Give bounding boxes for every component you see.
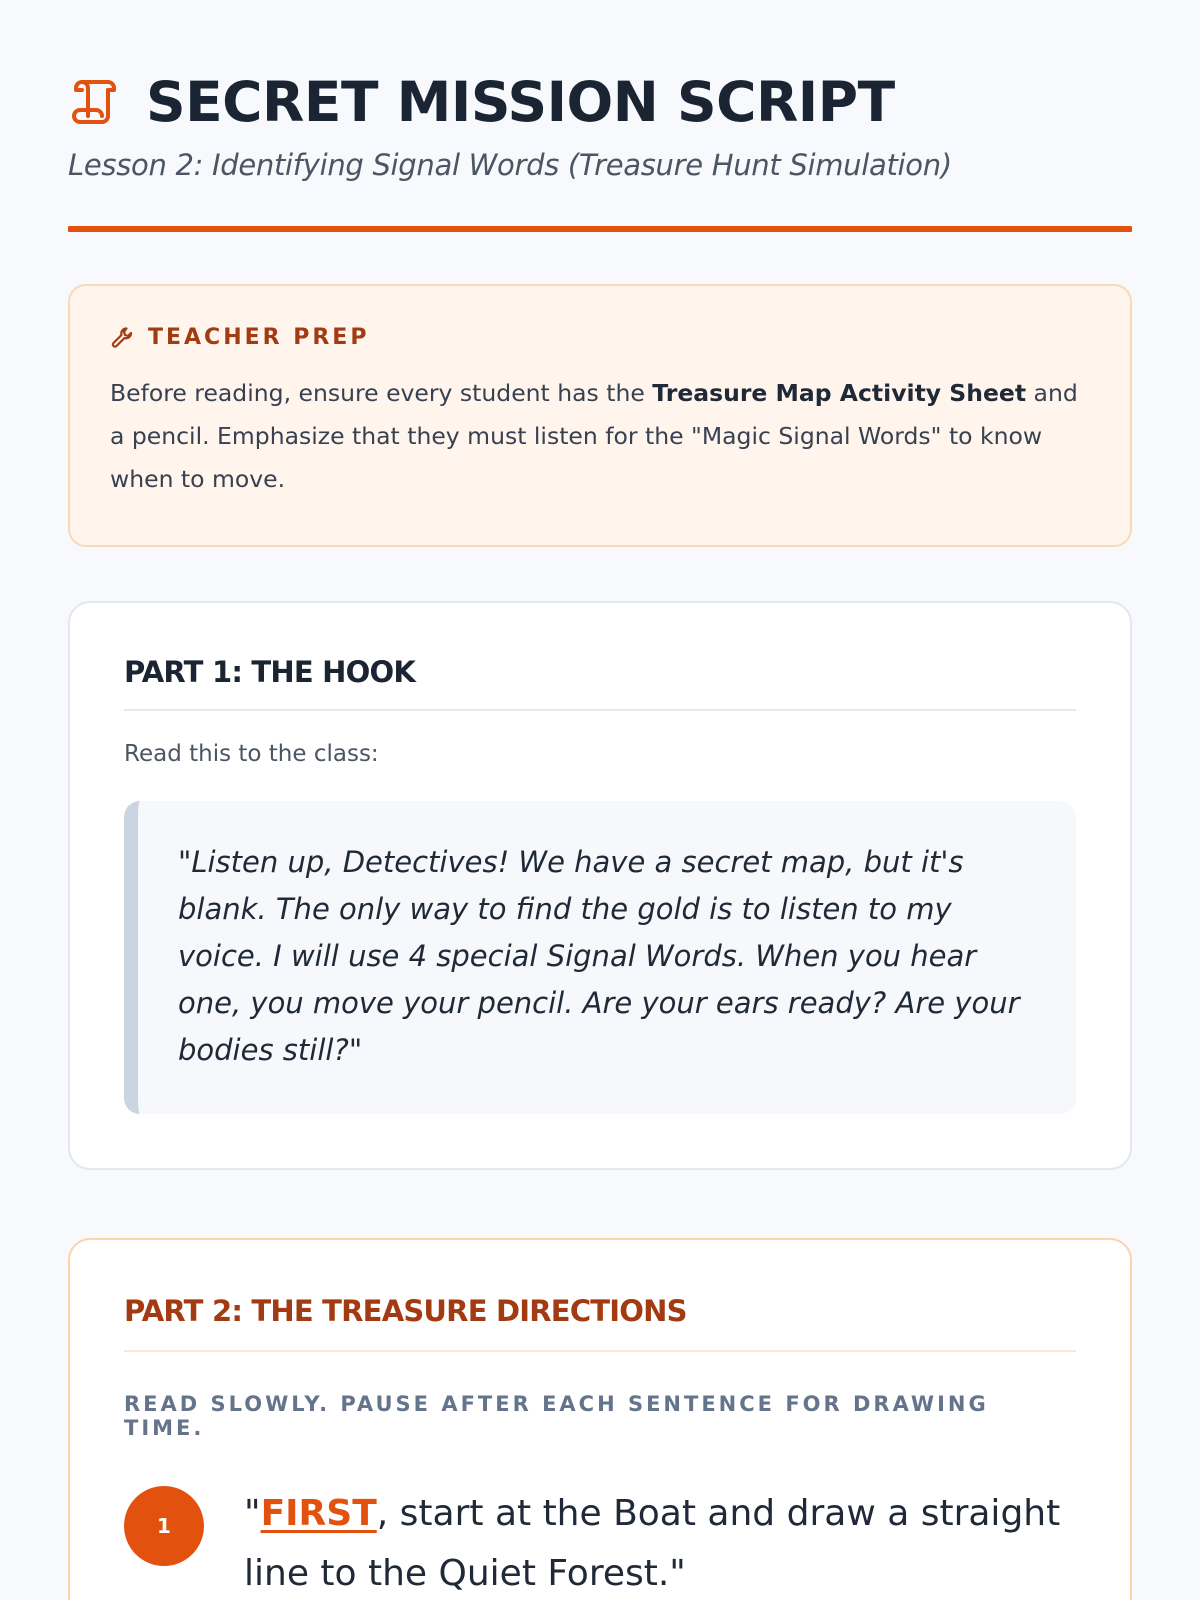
- teacher-prep-box: [68, 284, 1132, 547]
- step-text: [244, 1484, 1076, 1600]
- activity-sheet-name: Treasure Map Activity Sheet: [652, 379, 1027, 407]
- part2-card: [68, 1238, 1132, 1600]
- step-direction-text: , start at the Boat and draw a straight line to the Quiet Forest.": [244, 1493, 1061, 1594]
- teacher-prep-text: [110, 372, 1090, 501]
- hook-quote: "Listen up, Detectives! We have a secret map, but it's blank. The only way to find the gold is to listen to my voice. I will use 4 special Signal Words. When you hear one, you move your pencil. Are your ears ready? Are your bodies still?": [124, 801, 1076, 1114]
- reading-instruction: READ SLOWLY. PAUSE AFTER EACH SENTENCE FOR DRAWING TIME.: [124, 1392, 989, 1440]
- wrench-icon: [110, 324, 136, 350]
- title-row: [68, 70, 1132, 134]
- header: [68, 0, 1132, 232]
- part1-card: [68, 601, 1132, 1170]
- teacher-prep-text-start: Before reading, ensure every student has the: [110, 379, 653, 407]
- header-divider: [68, 226, 1132, 232]
- page-title: SECRET MISSION SCRIPT: [146, 70, 895, 134]
- scroll-icon: [68, 76, 120, 128]
- step-number-badge: 1: [124, 1486, 204, 1566]
- step-open-quote: ": [244, 1493, 261, 1534]
- part2-title: PART 2: THE TREASURE DIRECTIONS: [124, 1294, 1076, 1352]
- page-subtitle: Lesson 2: Identifying Signal Words (Treasure Hunt Simulation): [68, 148, 952, 182]
- teacher-prep-header: [110, 324, 1090, 350]
- signal-word: FIRST: [260, 1493, 377, 1534]
- direction-step: [124, 1484, 1076, 1600]
- part1-title: PART 1: THE HOOK: [124, 655, 1076, 711]
- teacher-prep-label: TEACHER PREP: [148, 324, 370, 350]
- teacher-prep-text-end: and a pencil. Emphasize that they must listen for the "Magic Signal Words" to know when to move.: [110, 379, 1078, 493]
- read-aloud-label: Read this to the class:: [124, 741, 379, 767]
